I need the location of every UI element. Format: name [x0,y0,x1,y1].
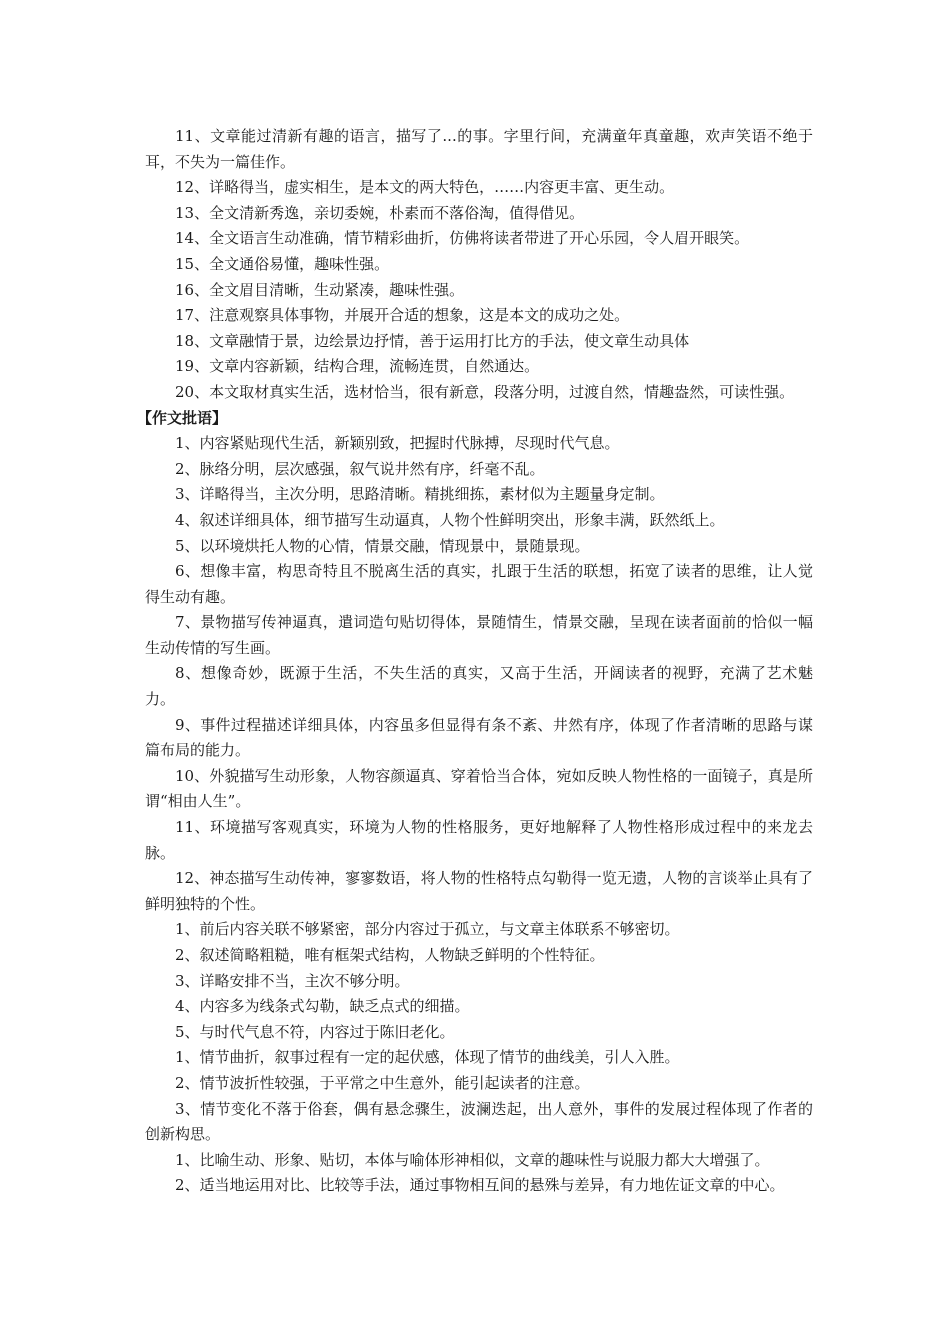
comment-item: 1、比喻生动、形象、贴切，本体与喻体形神相似，文章的趣味性与说服力都大大增强了。 [175,1150,770,1169]
comment-item: 2、适当地运用对比、比较等手法，通过事物相互间的悬殊与差异，有力地佐证文章的中心。 [175,1176,785,1195]
comment-top-20: 20、本文取材真实生活，选材恰当，很有新意，段落分明，过渡自然，情趣盎然，可读性强。 [175,382,795,401]
comment-top-15: 15、全文通俗易懂，趣味性强。 [175,254,390,273]
comment-item: 4、叙述详细具体，细节描写生动逼真，人物个性鲜明突出，形象丰满，跃然纸上。 [175,510,725,529]
comment-item: 12、神态描写生动传神，寥寥数语，将人物的性格特点勾勒得一览无遗，人物的言谈举止具有了鲜明独特的个性。 [145,869,813,913]
comment-item: 3、情节变化不落于俗套，偶有悬念骤生，波澜迭起，出人意外，事件的发展过程体现了作者的创新构思。 [145,1099,813,1144]
comment-item: 10、外貌描写生动形象，人物容颜逼真、穿着恰当合体，宛如反映人物性格的一面镜子，真是所谓“相由人生”。 [145,766,813,811]
comment-item: 4、内容多为线条式勾勒，缺乏点式的细描。 [175,997,470,1016]
comment-item: 3、详略得当，主次分明，思路清晰。精挑细拣，素材似为主题量身定制。 [175,485,665,504]
document-page [137,124,813,1199]
comment-item: 9、事件过程描述详细具体，内容虽多但显得有条不紊、井然有序，体现了作者清晰的思路与谋篇布局的能力。 [145,715,813,760]
comment-item: 5、与时代气息不符，内容过于陈旧老化。 [175,1022,455,1041]
comment-item: 3、详略安排不当，主次不够分明。 [175,971,410,990]
comment-top-19: 19、文章内容新颖，结构合理，流畅连贯，自然通达。 [175,357,540,376]
comment-item: 2、叙述简略粗糙，唯有框架式结构，人物缺乏鲜明的个性特征。 [175,946,605,964]
comment-item: 1、情节曲折，叙事过程有一定的起伏感，体现了情节的曲线美，引人入胜。 [175,1048,680,1067]
comment-top-12: 12、详略得当，虚实相生，是本文的两大特色，……内容更丰富、更生动。 [175,178,675,197]
comment-top-17: 17、注意观察具体事物，并展开合适的想象，这是本文的成功之处。 [175,306,630,325]
comment-top-16: 16、全文眉目清晰，生动紧凑，趣味性强。 [175,280,465,299]
section-heading: 【作文批语】 [137,408,228,427]
comment-item: 2、情节波折性较强，于平常之中生意外，能引起读者的注意。 [175,1073,590,1092]
comment-item: 2、脉络分明，层次感强，叙气说井然有序，纤毫不乱。 [175,459,545,478]
comment-top-11: 11、文章能过清新有趣的语言，描写了...的事。字里行间，充满童年真童趣，欢声笑语不绝于耳，不失为一篇佳作。 [145,127,813,171]
comment-item: 1、前后内容关联不够紧密，部分内容过于孤立，与文章主体联系不够密切。 [175,920,680,939]
comment-top-13: 13、全文清新秀逸，亲切委婉，朴素而不落俗淘，值得借见。 [175,203,585,222]
comment-item: 11、环境描写客观真实，环境为人物的性格服务，更好地解释了人物性格形成过程中的来龙去脉。 [145,818,813,862]
comment-top-14: 14、全文语言生动准确，情节精彩曲折，仿佛将读者带进了开心乐园，令人眉开眼笑。 [175,229,750,248]
comment-top-18: 18、文章融情于景，边绘景边抒情，善于运用打比方的手法，使文章生动具体 [175,331,690,350]
comment-item: 1、内容紧贴现代生活，新颖别致，把握时代脉搏，尽现时代气息。 [175,434,620,453]
comment-item: 6、想像丰富，构思奇特且不脱离生活的真实，扎跟于生活的联想，拓宽了读者的思维，让人觉得生动有趣。 [145,562,813,606]
comment-item: 8、想像奇妙，既源于生活，不失生活的真实，又高于生活，开阔读者的视野，充满了艺术魅力。 [145,664,813,709]
comment-item: 5、以环境烘托人物的心情，情景交融，情现景中，景随景现。 [175,536,590,555]
comment-item: 7、景物描写传神逼真，遣词造句贴切得体，景随情生，情景交融，呈现在读者面前的恰似一幅生动传情的写生画。 [145,613,813,657]
